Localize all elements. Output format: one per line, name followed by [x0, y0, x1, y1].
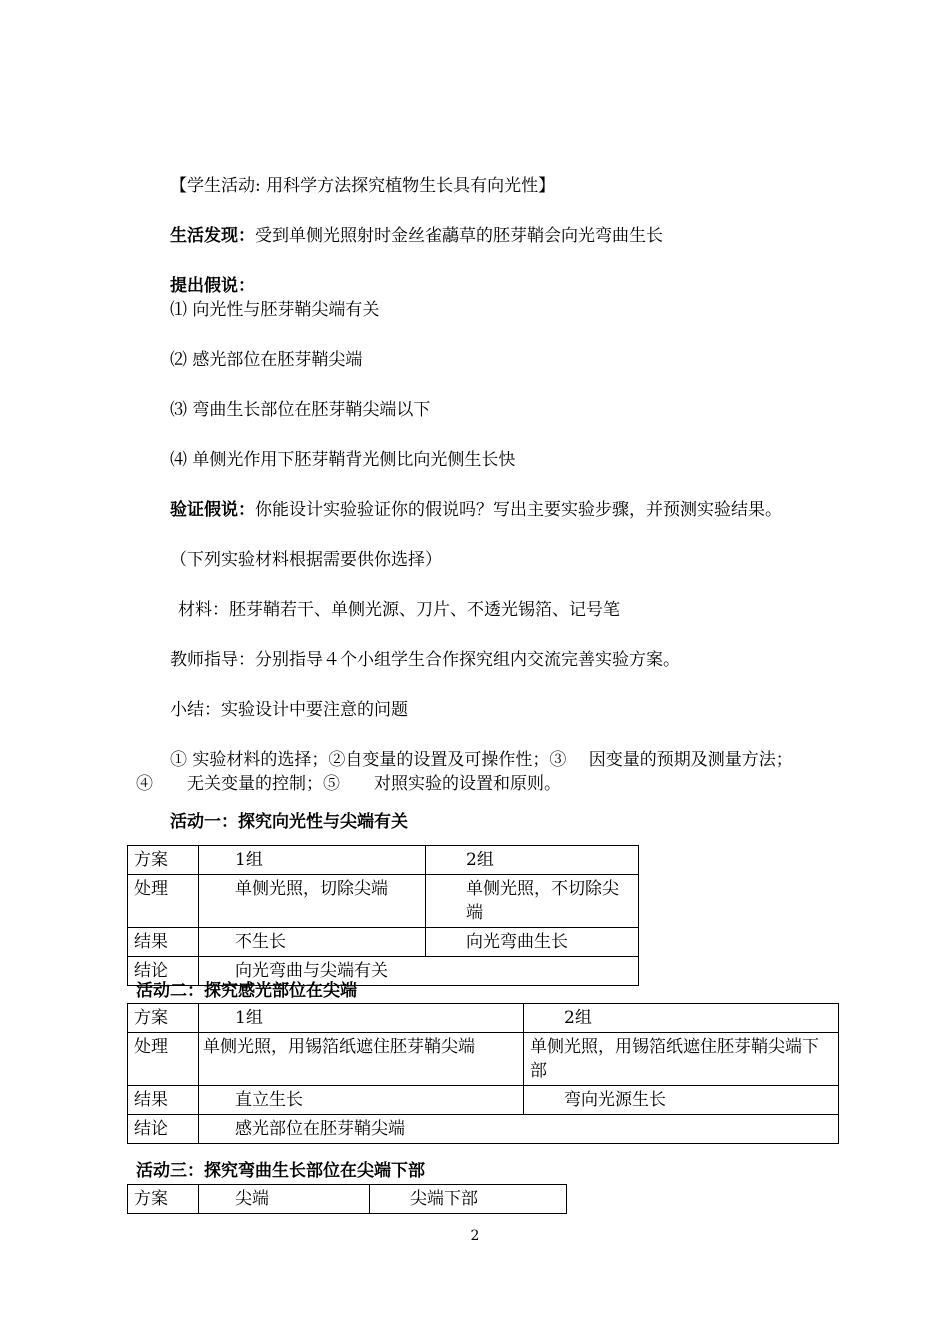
table-cell: 2组 [426, 846, 639, 875]
table-row [128, 1086, 839, 1115]
table-cell: 直立生长 [199, 1086, 524, 1115]
table-cell: 方案 [128, 1004, 199, 1033]
activity1-table [127, 845, 639, 986]
activity3-table [127, 1184, 567, 1214]
table-row [128, 875, 639, 928]
table-cell: 方案 [128, 1185, 199, 1214]
activity1-title: 活动一：探究向光性与尖端有关 [170, 812, 408, 832]
page-number: 2 [470, 1228, 480, 1244]
table-row [128, 1115, 839, 1144]
hypothesis-item: ⑴ 向光性与胚芽鞘尖端有关 [170, 300, 380, 320]
teacher-guidance: 教师指导：分别指导４个小组学生合作探究组内交流完善实验方案。 [170, 650, 680, 670]
table-cell: 方案 [128, 846, 199, 875]
table-cell: 感光部位在胚芽鞘尖端 [199, 1115, 839, 1144]
discovery-line [170, 225, 663, 247]
table-cell: 单侧光照，用锡箔纸遮住胚芽鞘尖端下部 [524, 1033, 839, 1086]
table-row [128, 928, 639, 957]
table-cell: 尖端下部 [370, 1185, 567, 1214]
points-line-2: ④ 无关变量的控制；⑤ 对照实验的设置和原则。 [136, 774, 561, 794]
table-row [128, 846, 639, 875]
hypothesis-item: ⑶ 弯曲生长部位在胚芽鞘尖端以下 [170, 400, 431, 420]
activity3-title: 活动三：探究弯曲生长部位在尖端下部 [136, 1161, 425, 1181]
table-cell: 单侧光照，不切除尖端 [426, 875, 639, 928]
heading: 【学生活动: 用科学方法探究植物生长具有向光性】 [170, 176, 556, 196]
table-cell: 结论 [128, 957, 199, 986]
table-cell: 2组 [524, 1004, 839, 1033]
activity2-title: 活动二：探究感光部位在尖端 [136, 981, 357, 1001]
table-cell: 弯向光源生长 [524, 1086, 839, 1115]
hypothesis-label: 提出假说： [170, 276, 255, 296]
table-row [128, 1033, 839, 1086]
table-cell: 不生长 [199, 928, 426, 957]
table-cell: 1组 [199, 846, 426, 875]
table-cell: 结果 [128, 928, 199, 957]
table-cell: 处理 [128, 875, 199, 928]
table-row [128, 1004, 839, 1033]
table-cell: 单侧光照，用锡箔纸遮住胚芽鞘尖端 [199, 1033, 524, 1086]
table-cell: 结论 [128, 1115, 199, 1144]
discovery-text: 受到单侧光照射时金丝雀虉草的胚芽鞘会向光弯曲生长 [255, 226, 663, 246]
discovery-label: 生活发现： [170, 226, 255, 246]
materials-note: （下列实验材料根据需要供你选择） [170, 550, 442, 570]
table-cell: 单侧光照，切除尖端 [199, 875, 426, 928]
materials: 材料：胚芽鞘若干、单侧光源、刀片、不透光锡箔、记号笔 [178, 600, 620, 620]
table-cell: 1组 [199, 1004, 524, 1033]
points-line-1: ① 实验材料的选择；②自变量的设置及可操作性；③ 因变量的预期及测量方法； [170, 750, 793, 770]
table-cell: 处理 [128, 1033, 199, 1086]
verify-text: 你能设计实验验证你的假说吗？写出主要实验步骤，并预测实验结果。 [255, 500, 782, 520]
hypothesis-item: ⑷ 单侧光作用下胚芽鞘背光侧比向光侧生长快 [170, 450, 516, 470]
hypothesis-item: ⑵ 感光部位在胚芽鞘尖端 [170, 350, 363, 370]
summary: 小结：实验设计中要注意的问题 [170, 700, 408, 720]
table-cell: 尖端 [199, 1185, 370, 1214]
verify-label: 验证假说： [170, 500, 255, 520]
table-cell: 向光弯曲生长 [426, 928, 639, 957]
verify-line [170, 499, 782, 521]
activity2-table [127, 1003, 839, 1144]
table-cell: 结果 [128, 1086, 199, 1115]
table-cell: 向光弯曲与尖端有关 [199, 957, 639, 986]
table-row [128, 1185, 567, 1214]
